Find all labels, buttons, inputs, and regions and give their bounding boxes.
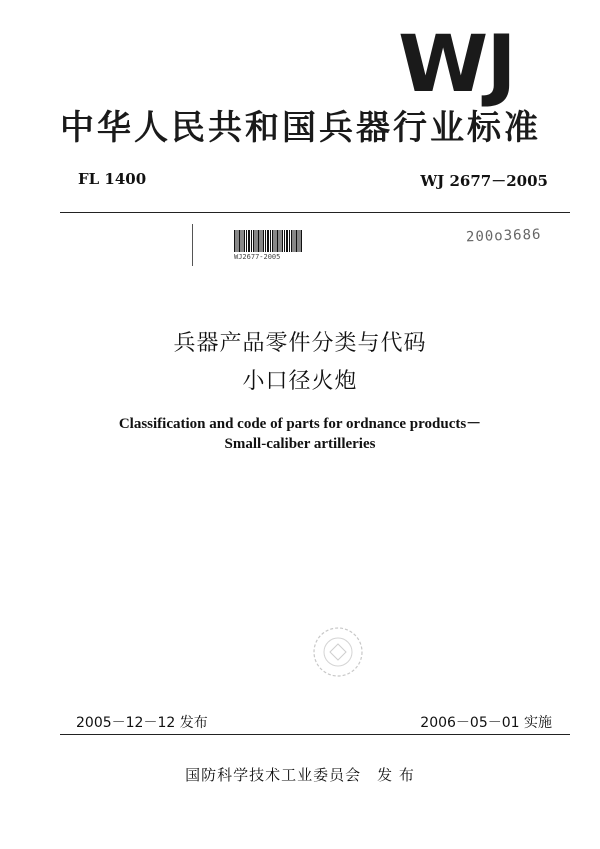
classification-code: FL 1400	[78, 170, 147, 188]
document-title-en: Classification and code of parts for ordnance products－	[118, 416, 482, 432]
standard-title: 中华人民共和国兵器行业标准	[60, 108, 541, 148]
implementation-date: 2006－05－01 实施	[420, 715, 552, 731]
bottom-divider	[60, 734, 570, 735]
stamp-number: 200o3686	[465, 226, 542, 246]
document-subtitle-en: Small-caliber artilleries	[224, 436, 376, 452]
publisher: 国防科学技术工业委员会 发 布	[185, 766, 415, 784]
issue-date: 2005－12－12 发布	[76, 715, 208, 731]
faint-seal-icon	[308, 622, 368, 682]
top-divider	[60, 212, 570, 213]
document-title-zh: 兵器产品零件分类与代码	[173, 331, 427, 356]
barcode-caption: WJ2677-2005	[234, 253, 281, 261]
standard-number: WJ 2677－2005	[420, 172, 548, 190]
document-subtitle-zh: 小口径火炮	[242, 369, 358, 394]
barcode-icon	[234, 230, 302, 252]
wj-logo: WJ	[398, 20, 515, 110]
